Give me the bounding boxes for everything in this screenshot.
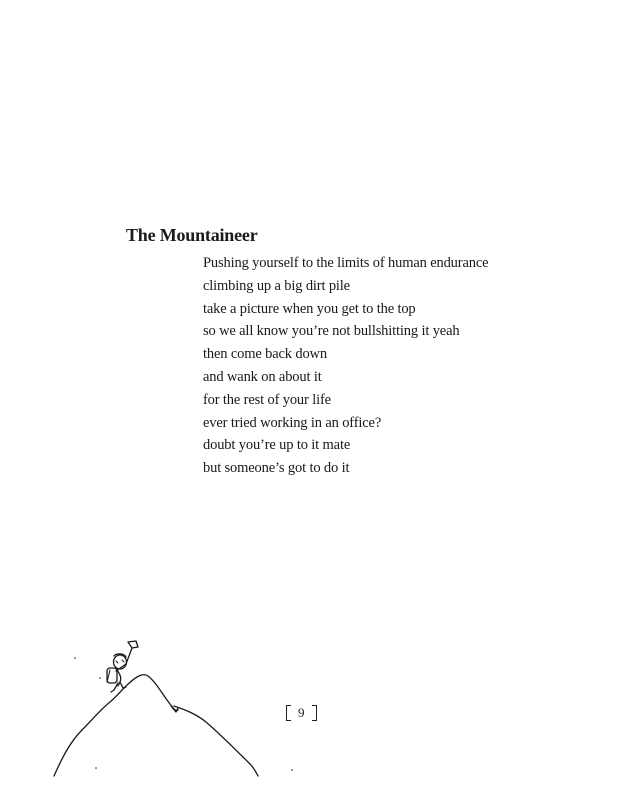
poem-body: [203, 252, 488, 480]
poem-line: for the rest of your life: [203, 391, 331, 408]
right-bracket-icon: [312, 705, 317, 721]
poem-line: climbing up a big dirt pile: [203, 277, 350, 294]
poem-line: Pushing yourself to the limits of human endurance: [203, 255, 489, 271]
mountaineer-sketch-icon: [40, 630, 300, 784]
mountain-ridge: [124, 675, 178, 711]
page-number: [286, 705, 317, 721]
poem-title: The Mountaineer: [126, 225, 258, 246]
mountain-outline: [54, 688, 124, 776]
left-bracket-icon: [286, 705, 291, 721]
poem-line: doubt you’re up to it mate: [203, 437, 351, 454]
mountain-slope: [174, 706, 258, 776]
poem-line: take a picture when you get to the top: [203, 300, 416, 317]
page-number-value: 9: [298, 705, 305, 720]
flag: [126, 641, 138, 664]
poem-line: ever tried working in an office?: [203, 414, 382, 431]
poem-line: then come back down: [203, 346, 327, 363]
poem-line: but someone’s got to do it: [203, 460, 350, 477]
climber: [107, 654, 127, 692]
poem-line: so we all know you’re not bullshitting it yeah: [203, 323, 460, 340]
poem-line: and wank on about it: [203, 368, 322, 385]
